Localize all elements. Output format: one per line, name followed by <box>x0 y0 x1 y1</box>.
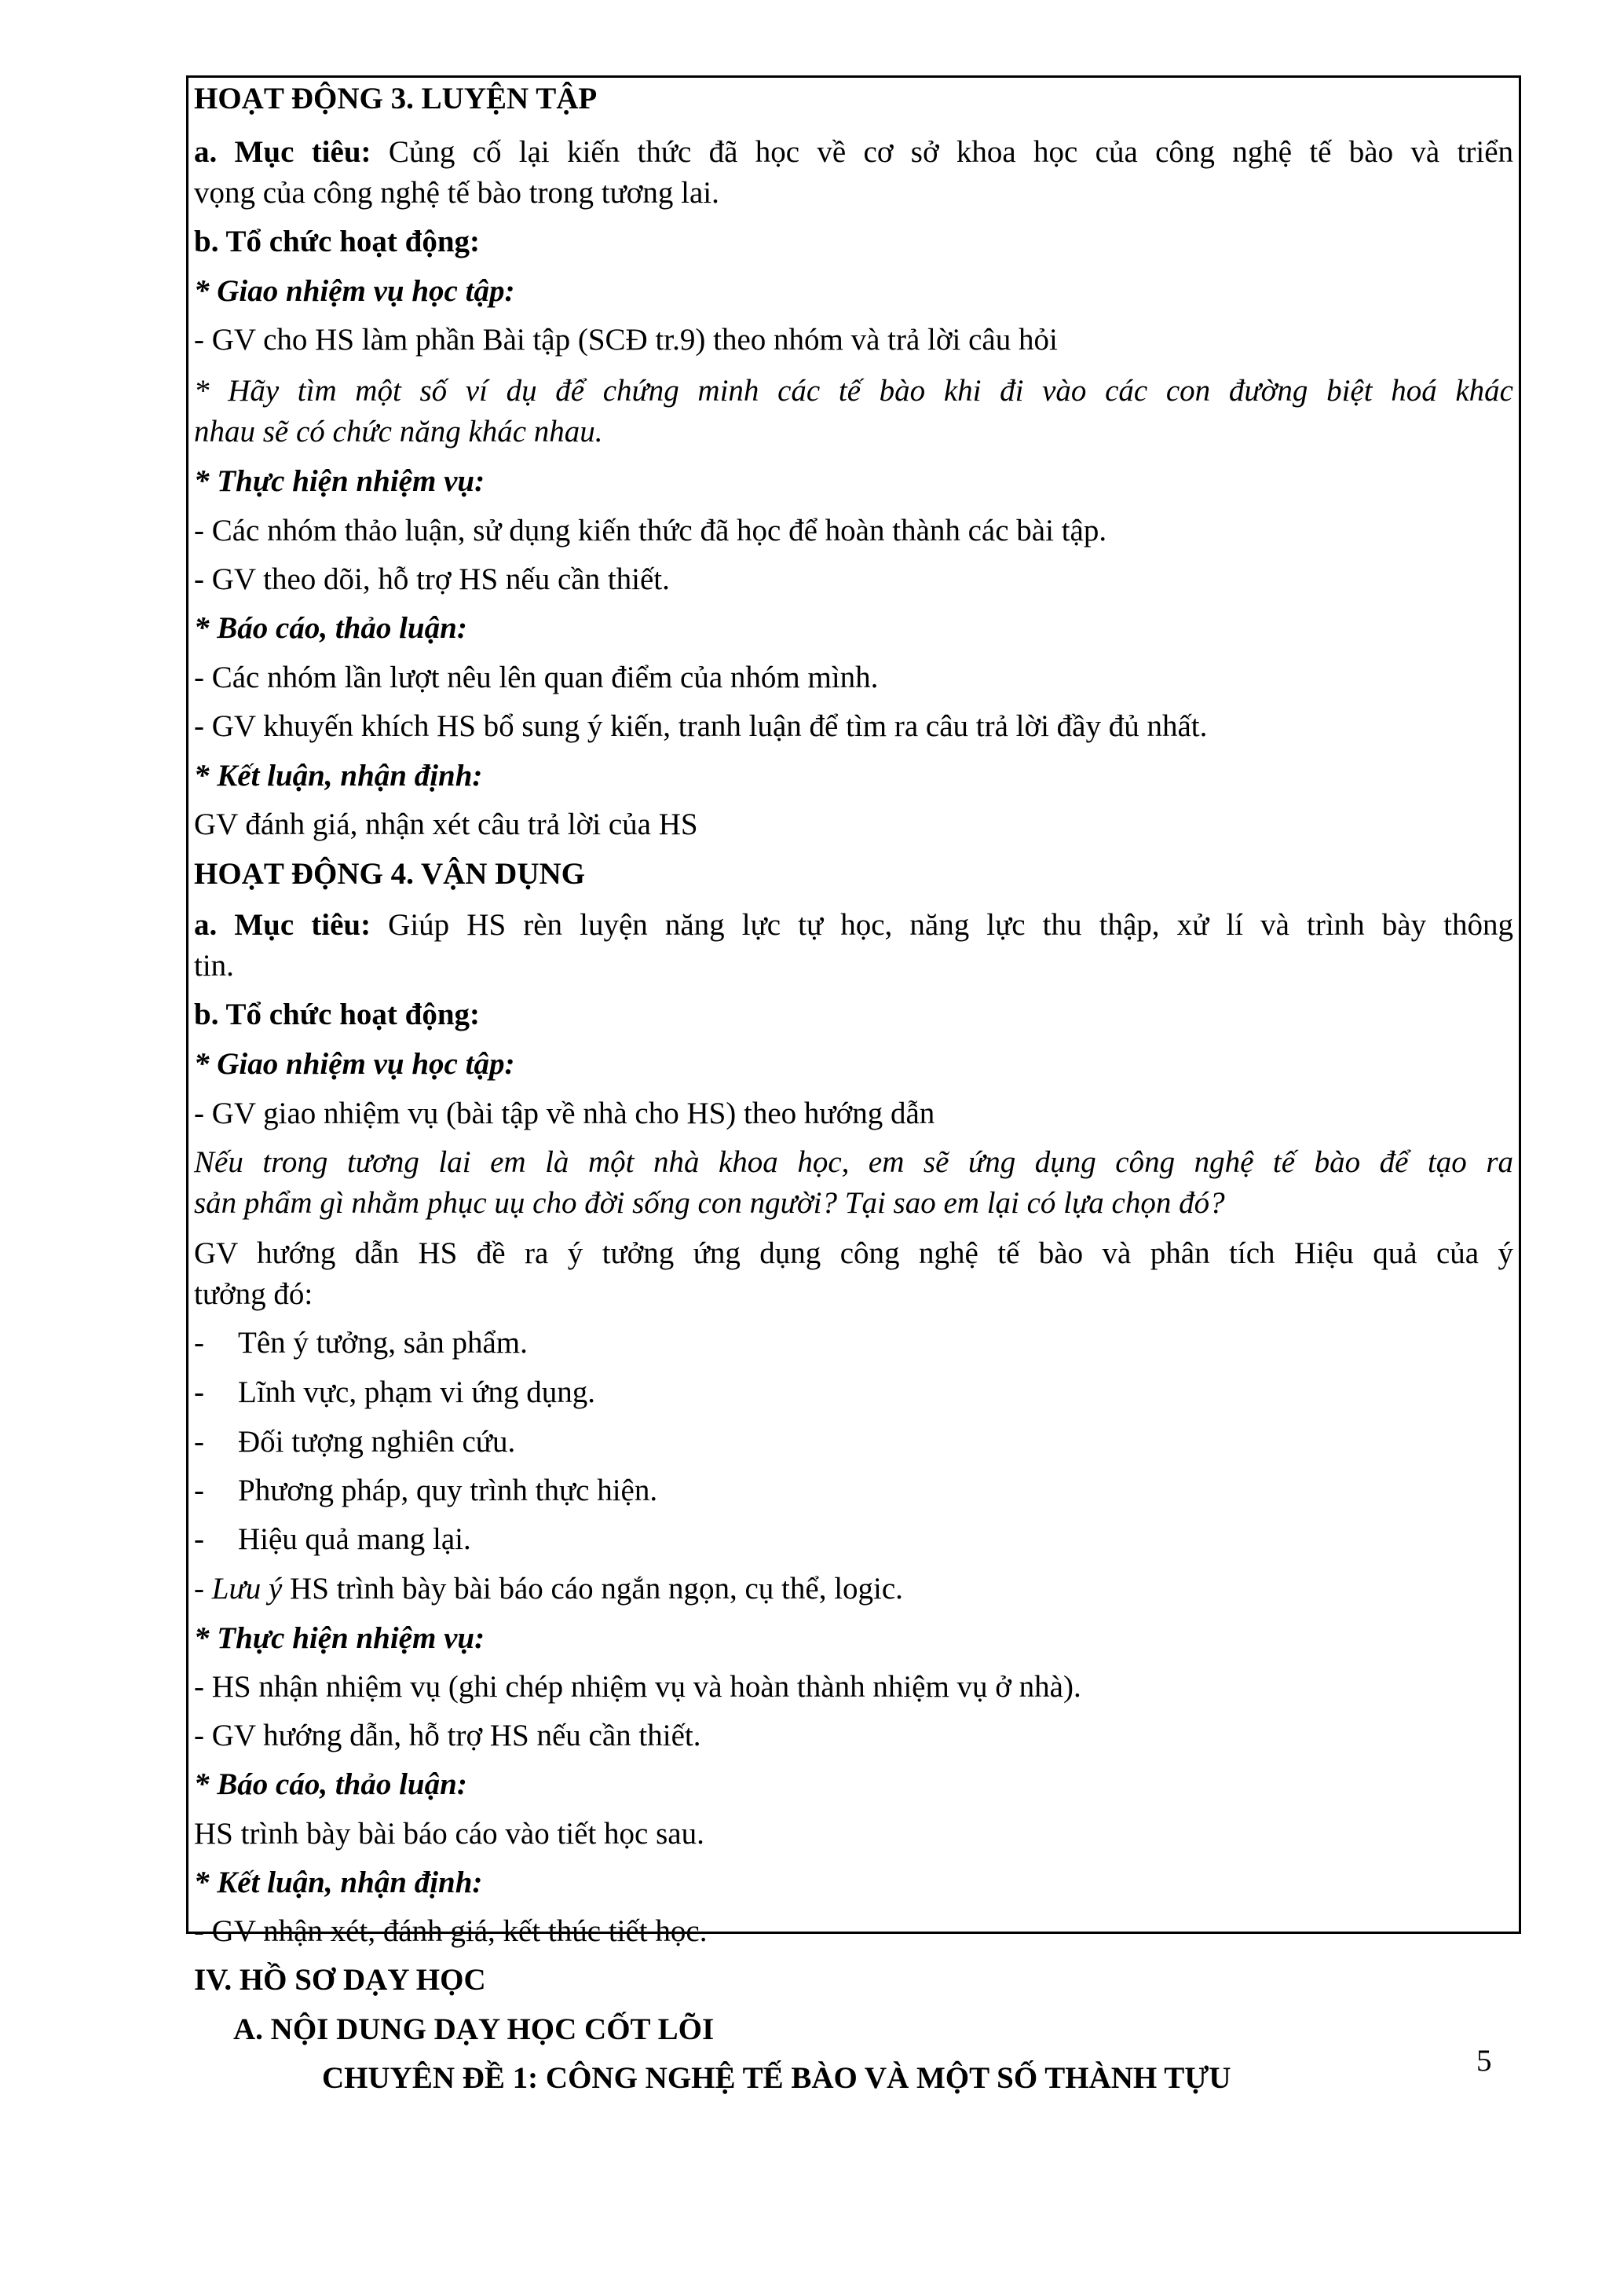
activity3-task-label: * Giao nhiệm vụ học tập: <box>194 274 515 308</box>
page-number: 5 <box>1476 2044 1492 2078</box>
activity3-goal-label: a. Mục tiêu: <box>194 135 371 169</box>
activity3-heading: HOẠT ĐỘNG 3. LUYỆN TẬP <box>194 82 598 115</box>
activity3-report-line1: - Các nhóm lần lượt nêu lên quan điểm của nhóm mình. <box>194 661 879 694</box>
activity4-question-line2: sản phẩm gì nhằm phục uụ cho đời sống con người? Tại sao em lại có lựa chọn đó? <box>194 1186 1225 1220</box>
activity3-do-line1: - Các nhóm thảo luận, sử dụng kiến thức đã học để hoàn thành các bài tập. <box>194 514 1107 547</box>
list-dash: - <box>194 1326 204 1360</box>
activity4-guide-line1: GV hướng dẫn HS đề ra ý tưởng ứng dụng công nghệ tế bào và phân tích Hiệu quả của ý <box>194 1236 1513 1270</box>
list-item-text: Hiệu quả mang lại. <box>238 1522 471 1556</box>
activity3-question-line2: nhau sẽ có chức năng khác nhau. <box>194 415 603 449</box>
activity4-question-line1: Nếu trong tương lai em là một nhà khoa học, em sẽ ứng dụng công nghệ tế bào để tạo ra <box>194 1145 1513 1179</box>
activity3-org-label: b. Tổ chức hoạt động: <box>194 225 481 258</box>
activity4-report-line: HS trình bày bài báo cáo vào tiết học sau. <box>194 1817 704 1851</box>
list-item-text: Đối tượng nghiên cứu. <box>238 1425 516 1459</box>
list-item-text: Phương pháp, quy trình thực hiện. <box>238 1474 658 1507</box>
list-dash: - <box>194 1425 204 1459</box>
list-item-text: Tên ý tưởng, sản phẩm. <box>238 1326 528 1360</box>
section4-sub-heading: A. NỘI DUNG DẠY HỌC CỐT LÕI <box>233 2012 715 2046</box>
activity3-goal-text: Củng cố lại kiến thức đã học về cơ sở khoa học của công nghệ tế bào và triển <box>371 135 1514 169</box>
activity4-conclusion-label: * Kết luận, nhận định: <box>194 1866 483 1899</box>
note-rest: HS trình bày bài báo cáo ngắn ngọn, cụ thể, logic. <box>282 1572 903 1606</box>
activity4-task-label: * Giao nhiệm vụ học tập: <box>194 1047 515 1081</box>
activity4-note-line <box>194 1567 1513 1610</box>
activity4-conclusion-line: - GV nhận xét, đánh giá, kết thúc tiết học. <box>194 1914 708 1948</box>
activity3-report-label: * Báo cáo, thảo luận: <box>194 611 467 645</box>
activity3-goal-line1 <box>194 130 1513 174</box>
list-dash: - <box>194 1522 204 1556</box>
activity3-goal-line2: vọng của công nghệ tế bào trong tương lai. <box>194 176 719 210</box>
activity4-guide-line2: tưởng đó: <box>194 1277 313 1311</box>
list-item-text: Lĩnh vực, phạm vi ứng dụng. <box>238 1375 595 1409</box>
activity4-goal-line2: tin. <box>194 949 234 983</box>
activity4-goal-text: Giúp HS rèn luyện năng lực tự học, năng lực thu thập, xử lí và trình bày thông <box>371 908 1514 942</box>
activity4-goal-line1 <box>194 903 1513 947</box>
section4-topic-heading: CHUYÊN ĐỀ 1: CÔNG NGHỆ TẾ BÀO VÀ MỘT SỐ THÀNH TỰU <box>322 2061 1231 2095</box>
activity4-report-label: * Báo cáo, thảo luận: <box>194 1767 467 1801</box>
activity3-conclusion-line: GV đánh giá, nhận xét câu trả lời của HS <box>194 807 698 841</box>
activity3-question-line1: * Hãy tìm một số ví dụ để chứng minh các tế bào khi đi vào các con đường biệt hoá khác <box>194 374 1513 408</box>
activity4-do-line1: - HS nhận nhiệm vụ (ghi chép nhiệm vụ và hoàn thành nhiệm vụ ở nhà). <box>194 1670 1081 1704</box>
note-italic: Lưu ý <box>211 1572 283 1606</box>
note-prefix: - <box>194 1572 212 1606</box>
activity3-task-line: - GV cho HS làm phần Bài tập (SCĐ tr.9) theo nhóm và trả lời câu hỏi <box>194 323 1058 357</box>
list-dash: - <box>194 1375 204 1409</box>
activity4-org-label: b. Tổ chức hoạt động: <box>194 998 481 1031</box>
activity3-do-label: * Thực hiện nhiệm vụ: <box>194 464 485 498</box>
activity3-report-line2: - GV khuyến khích HS bổ sung ý kiến, tranh luận để tìm ra câu trả lời đầy đủ nhất. <box>194 709 1208 743</box>
activity3-do-line2: - GV theo dõi, hỗ trợ HS nếu cần thiết. <box>194 562 670 596</box>
activity4-do-line2: - GV hướng dẫn, hỗ trợ HS nếu cần thiết. <box>194 1719 701 1752</box>
activity4-goal-label: a. Mục tiêu: <box>194 908 371 942</box>
activity3-conclusion-label: * Kết luận, nhận định: <box>194 759 483 793</box>
section4-heading: IV. HỒ SƠ DẠY HỌC <box>194 1963 486 1997</box>
activity4-task-line: - GV giao nhiệm vụ (bài tập về nhà cho HS) theo hướng dẫn <box>194 1097 935 1130</box>
activity4-heading: HOẠT ĐỘNG 4. VẬN DỤNG <box>194 857 586 891</box>
list-dash: - <box>194 1474 204 1507</box>
activity4-do-label: * Thực hiện nhiệm vụ: <box>194 1621 485 1655</box>
